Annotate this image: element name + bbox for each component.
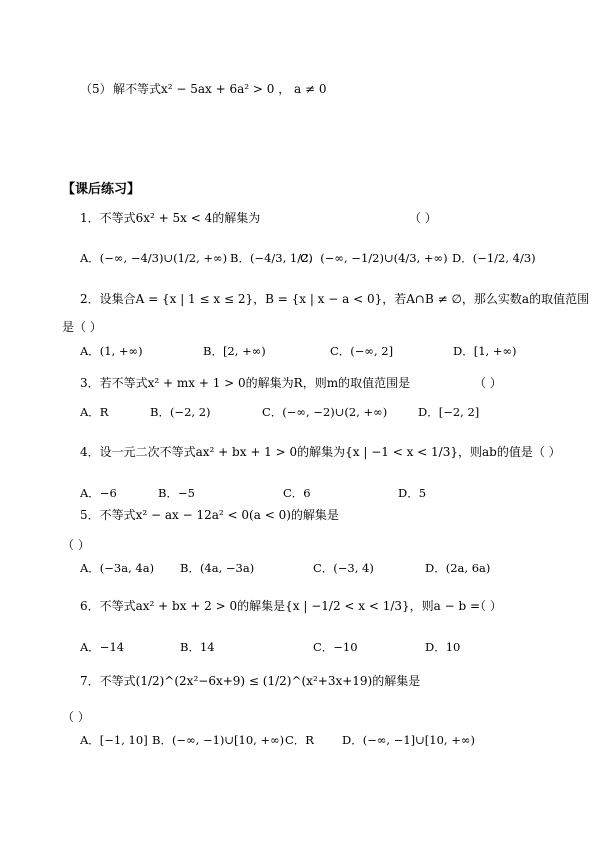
q1-option-c: C．(−∞, −1/2)∪(4/3, +∞) xyxy=(300,251,448,265)
section-title: 【课后练习】 xyxy=(62,182,141,197)
q5-option-d: D．(2a, 6a) xyxy=(425,561,491,575)
q1-paren: （ ） xyxy=(409,211,437,225)
q3-paren: （ ） xyxy=(474,376,502,390)
q6-option-d: D．10 xyxy=(425,640,461,654)
q2-option-d: D．[1, +∞) xyxy=(453,344,517,358)
q2-option-c: C．(−∞, 2] xyxy=(330,344,394,358)
q3-option-c: C．(−∞, −2)∪(2, +∞) xyxy=(262,405,388,419)
q5-option-b: B．(4a, −3a) xyxy=(180,561,255,575)
q7-option-c: C．R xyxy=(285,733,314,747)
q1-option-a: A．(−∞, −4/3)∪(1/2, +∞) xyxy=(80,251,228,265)
q6-option-b: B．14 xyxy=(180,640,215,654)
q6-option-a: A．−14 xyxy=(80,640,125,654)
q2-option-b: B．[2, +∞) xyxy=(203,344,266,358)
q3-stem: 3．若不等式x² + mx + 1 > 0的解集为R，则m的取值范围是 xyxy=(80,376,411,390)
q1-stem: 1．不等式6x² + 5x < 4的解集为 xyxy=(80,211,261,225)
q4-option-d: D．5 xyxy=(398,486,427,500)
q6-option-c: C．−10 xyxy=(313,640,358,654)
q6-stem: 6．不等式ax² + bx + 2 > 0的解集是{x | −1/2 < x < 1/3}，则a − b = xyxy=(80,599,481,613)
q3-option-b: B．(−2, 2) xyxy=(150,405,211,419)
q3-option-a: A．R xyxy=(80,405,109,419)
q7-stem: 7．不等式(1/2)^(2x²−6x+9) ≤ (1/2)^(x²+3x+19)的解集是 xyxy=(80,674,421,688)
item5-label: （5） xyxy=(80,82,112,96)
q2-option-a: A．(1, +∞) xyxy=(80,344,143,358)
q7-stem-cont: （ ） xyxy=(62,710,90,724)
q2-stem-cont: 是（ ） xyxy=(62,320,102,334)
q4-option-c: C．6 xyxy=(283,486,311,500)
q7-option-d: D．(−∞, −1]∪[10, +∞) xyxy=(342,733,475,747)
q6-paren: （ ） xyxy=(474,599,502,613)
q4-option-b: B．−5 xyxy=(158,486,195,500)
q7-option-a: A．[−1, 10] xyxy=(80,733,148,747)
q1-option-b: B．(−4/3, 1/2) xyxy=(230,251,313,265)
q7-option-b: B．(−∞, −1)∪[10, +∞) xyxy=(152,733,285,747)
q5-option-c: C．(−3, 4) xyxy=(313,561,374,575)
q4-option-a: A．−6 xyxy=(80,486,117,500)
q5-stem: 5．不等式x² − ax − 12a² < 0(a < 0)的解集是 xyxy=(80,508,339,522)
q3-option-d: D．[−2, 2] xyxy=(418,405,480,419)
q5-option-a: A．(−3a, 4a) xyxy=(80,561,155,575)
q4-stem: 4．设一元二次不等式ax² + bx + 1 > 0的解集为{x | −1 < x < 1/3}，则ab的值是（ ） xyxy=(80,445,561,459)
q2-stem: 2．设集合A = {x | 1 ≤ x ≤ 2}，B = {x | x − a < 0}，若A∩B ≠ ∅，那么实数a的取值范围 xyxy=(80,292,590,306)
q1-option-d: D．(−1/2, 4/3) xyxy=(452,251,536,265)
q5-stem-cont: （ ） xyxy=(62,538,90,552)
item5-text: 解不等式x² − 5ax + 6a² > 0 ， a ≠ 0 xyxy=(113,82,327,96)
